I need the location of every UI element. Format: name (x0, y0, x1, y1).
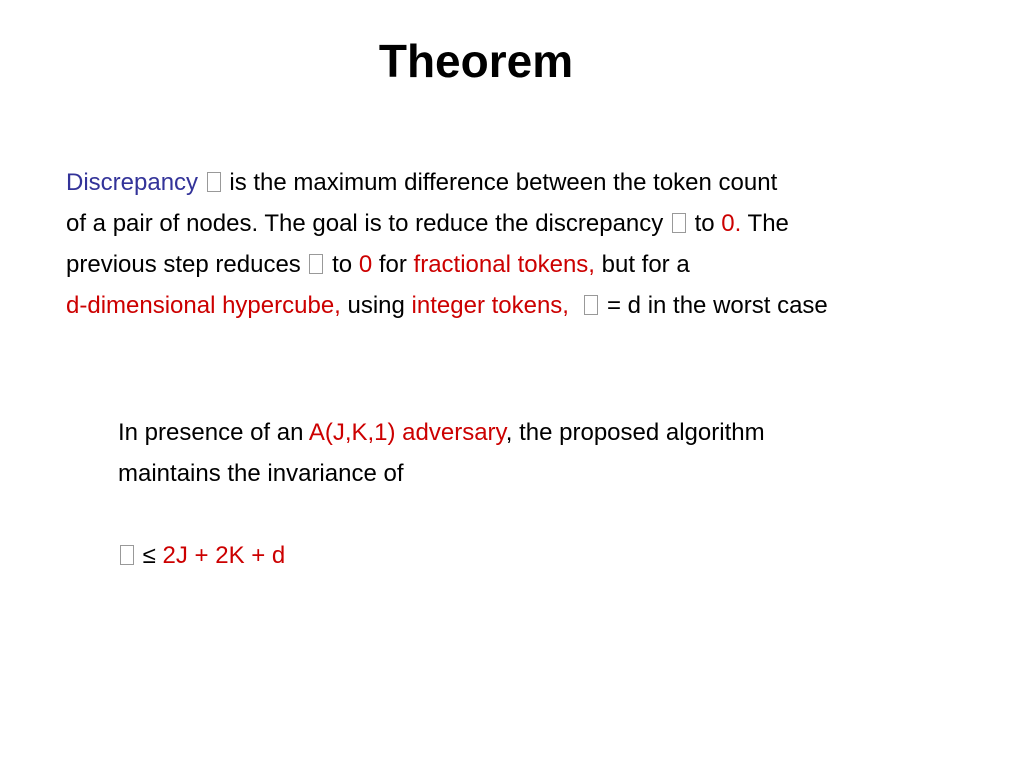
delta-symbol-icon (584, 295, 598, 315)
definition-text: = d in the worst case (600, 292, 828, 319)
statement-text: , the proposed algorithm (505, 419, 765, 446)
hypercube-highlight: d-dimensional hypercube, (66, 292, 341, 319)
definition-text: of a pair of nodes. The goal is to reduce the discrepancy (66, 210, 670, 237)
theorem-statement (118, 412, 998, 494)
fractional-tokens-highlight: fractional tokens, (413, 251, 595, 278)
adversary-highlight: A(J,K,1) adversary (308, 419, 506, 446)
invariant-formula (118, 535, 285, 576)
definition-text: but for a (594, 251, 690, 278)
spacer (569, 292, 582, 319)
bound-expression: 2J + 2K + d (162, 542, 286, 569)
statement-line-2: maintains the invariance of (118, 460, 404, 487)
definition-text: The (741, 210, 789, 237)
statement-text: In presence of an (118, 419, 309, 446)
delta-symbol-icon (120, 545, 134, 565)
definition-text: for (372, 251, 414, 278)
leq-operator: ≤ (136, 542, 163, 569)
definition-text: using (340, 292, 412, 319)
definition-line-4 (66, 285, 1006, 326)
statement-line-1 (118, 412, 998, 453)
zero-value: 0. (721, 210, 742, 237)
delta-symbol-icon (309, 254, 323, 274)
delta-symbol-icon (672, 213, 686, 233)
definition-text: to (325, 251, 359, 278)
delta-symbol-icon (207, 172, 221, 192)
integer-tokens-highlight: integer tokens, (411, 292, 569, 319)
definition-line-2 (66, 203, 1006, 244)
discrepancy-definition (66, 162, 1006, 326)
definition-line-3 (66, 244, 1006, 285)
definition-line-1 (66, 162, 1006, 203)
definition-text: previous step reduces (66, 251, 308, 278)
zero-value: 0 (358, 251, 373, 278)
term-discrepancy: Discrepancy (66, 169, 199, 196)
definition-text: to (687, 210, 722, 237)
slide-title: Theorem (378, 35, 574, 87)
definition-text: is the maximum difference between the token count (222, 169, 778, 196)
